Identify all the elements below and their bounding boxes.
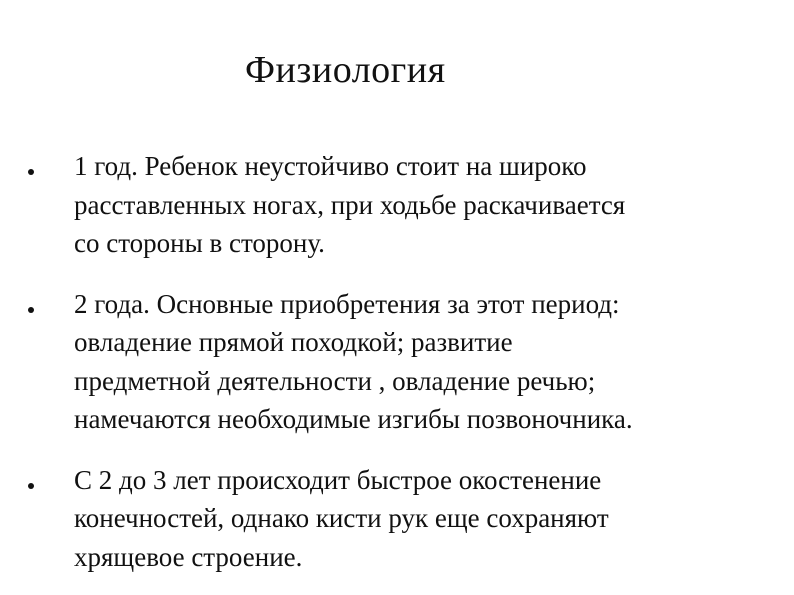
bullet-dot-icon	[28, 169, 34, 175]
bullet-line: со стороны в сторону.	[74, 228, 325, 258]
bullet-list	[28, 147, 768, 576]
bullet-item	[28, 285, 768, 439]
bullet-item	[28, 147, 768, 263]
bullet-line: овладение прямой походкой; развитие	[74, 327, 513, 357]
bullet-line: предметной деятельности , овладение речью;	[74, 365, 596, 396]
bullet-line: расставленных ногах, при ходьбе раскачивается	[74, 189, 626, 220]
bullet-line: конечностей, однако кисти рук еще сохраняют	[74, 503, 609, 533]
bullet-line: С 2 до 3 лет происходит быстрое окостенение	[74, 464, 602, 495]
slide-title: Физиология	[245, 49, 446, 91]
bullet-dot-icon	[28, 483, 34, 489]
bullet-item	[28, 461, 768, 577]
bullet-dot-icon	[28, 307, 34, 313]
bullet-line: 1 год. Ребенок неустойчиво стоит на широко	[74, 151, 587, 181]
bullet-line: 2 года. Основные приобретения за этот период:	[74, 288, 620, 319]
bullet-line: хрящевое строение.	[74, 541, 303, 572]
bullet-line: намечаются необходимые изгибы позвоночника.	[74, 404, 633, 434]
